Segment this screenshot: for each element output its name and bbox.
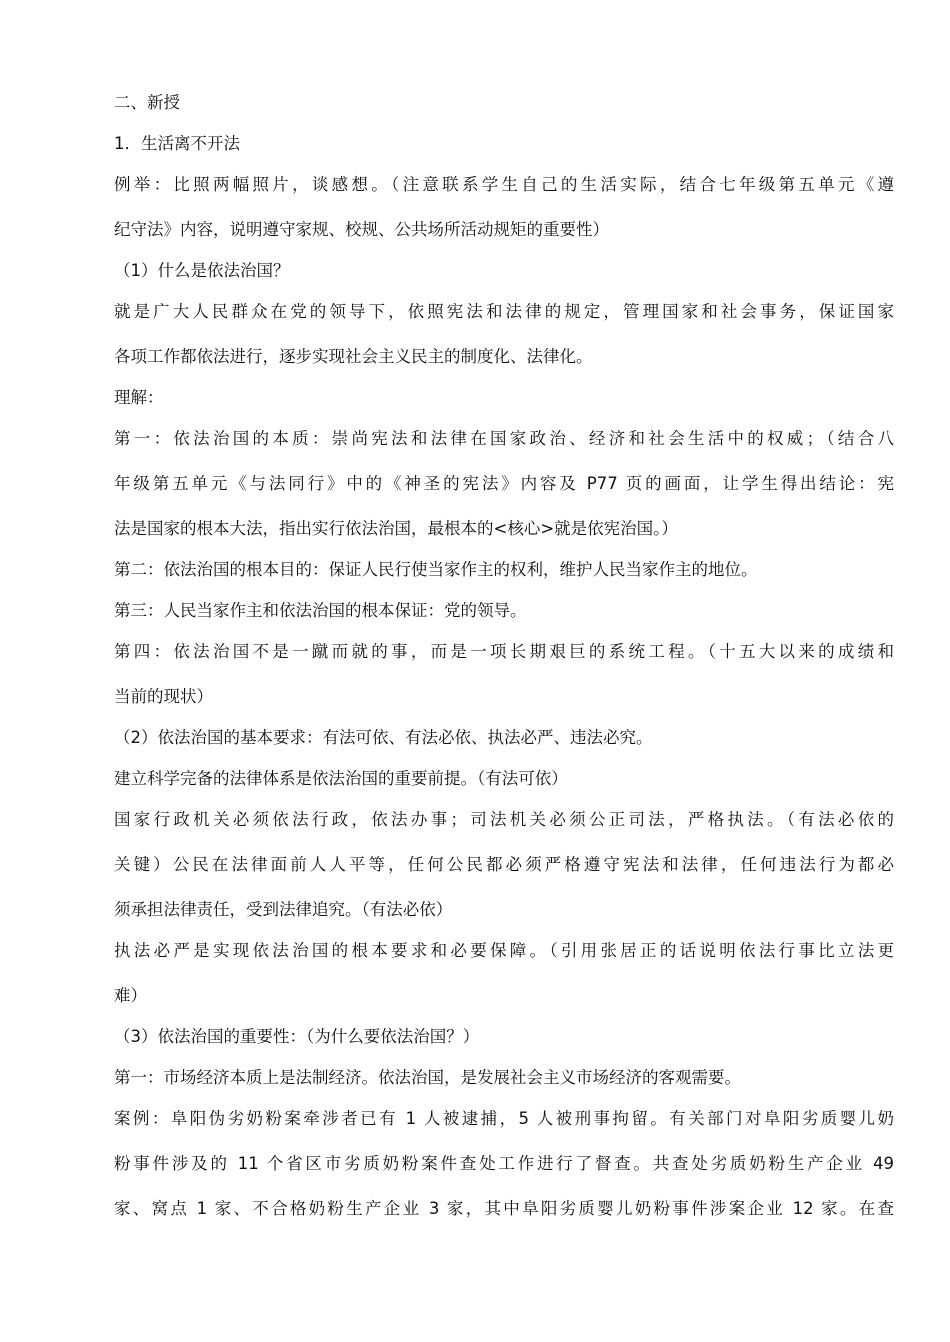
requirement-3-paragraph [114, 936, 894, 1011]
section-1-title: 1．生活离不开法 [114, 134, 240, 153]
paragraph-line: 年级第五单元《与法同行》中的《神圣的宪法》内容及 P77 页的画面，让学生得出结论：宪 [114, 474, 894, 493]
document-body [114, 88, 894, 1235]
paragraph-line: 关键）公民在法律面前人人平等，任何公民都必须严格遵守宪法和法律，任何违法行为都必 [114, 855, 894, 874]
understanding-label: 理解： [114, 388, 164, 407]
question-1-title: （1）什么是依法治国？ [114, 261, 290, 280]
point-2: 第二：依法治国的根本目的：保证人民行使当家作主的权利，维护人民当家作主的地位。 [114, 560, 758, 579]
paragraph-line: 执法必严是实现依法治国的根本要求和必要保障。（引用张居正的话说明依法行事比立法更 [114, 941, 894, 960]
question-2-title: （2）依法治国的基本要求：有法可依、有法必依、执法必严、违法必究。 [114, 728, 653, 747]
paragraph-line: 粉事件涉及的 11 个省区市劣质奶粉案件查处工作进行了督查。共查处劣质奶粉生产企业 49 [114, 1154, 894, 1173]
paragraph-line: 第四：依法治国不是一蹴而就的事，而是一项长期艰巨的系统工程。（十五大以来的成绩和 [114, 642, 894, 661]
case-paragraph [114, 1104, 894, 1224]
paragraph-line: 案例：阜阳伪劣奶粉案牵涉者已有 1 人被逮捕，5 人被刑事拘留。有关部门对阜阳劣质婴儿奶 [114, 1109, 894, 1128]
paragraph-line: 第一：依法治国的本质：崇尚宪法和法律在国家政治、经济和社会生活中的权威；（结合八 [114, 429, 894, 448]
point-4-paragraph [114, 637, 894, 712]
section-heading: 二、新授 [114, 93, 180, 112]
paragraph-line: 当前的现状） [114, 687, 213, 706]
paragraph-line: 就是广大人民群众在党的领导下，依照宪法和法律的规定，管理国家和社会事务，保证国家 [114, 302, 894, 321]
paragraph-line: 例举：比照两幅照片，谈感想。（注意联系学生自己的生活实际，结合七年级第五单元《遵 [114, 175, 894, 194]
example-paragraph [114, 170, 894, 245]
question-1-answer [114, 297, 894, 372]
paragraph-line: 难） [114, 986, 147, 1005]
point-1-paragraph [114, 424, 894, 544]
paragraph-line: 纪守法》内容，说明遵守家规、校规、公共场所活动规矩的重要性） [114, 220, 609, 239]
paragraph-line: 家、窝点 1 家、不合格奶粉生产企业 3 家，其中阜阳劣质婴儿奶粉事件涉案企业 12 家。在查 [114, 1199, 894, 1218]
requirement-1: 建立科学完备的法律体系是依法治国的重要前提。（有法可依） [114, 769, 568, 788]
question-3-title: （3）依法治国的重要性：（为什么要依法治国？） [114, 1027, 480, 1046]
requirement-2-paragraph [114, 805, 894, 925]
paragraph-line: 国家行政机关必须依法行政，依法办事；司法机关必须公正司法，严格执法。（有法必依的 [114, 810, 894, 829]
paragraph-line: 须承担法律责任，受到法律追究。（有法必依） [114, 900, 453, 919]
paragraph-line: 各项工作都依法进行，逐步实现社会主义民主的制度化、法律化。 [114, 347, 593, 366]
paragraph-line: 法是国家的根本大法，指出实行依法治国，最根本的<核心>就是依宪治国。） [114, 519, 678, 538]
point-3: 第三：人民当家作主和依法治国的根本保证：党的领导。 [114, 601, 527, 620]
importance-1: 第一：市场经济本质上是法制经济。依法治国，是发展社会主义市场经济的客观需要。 [114, 1068, 741, 1087]
